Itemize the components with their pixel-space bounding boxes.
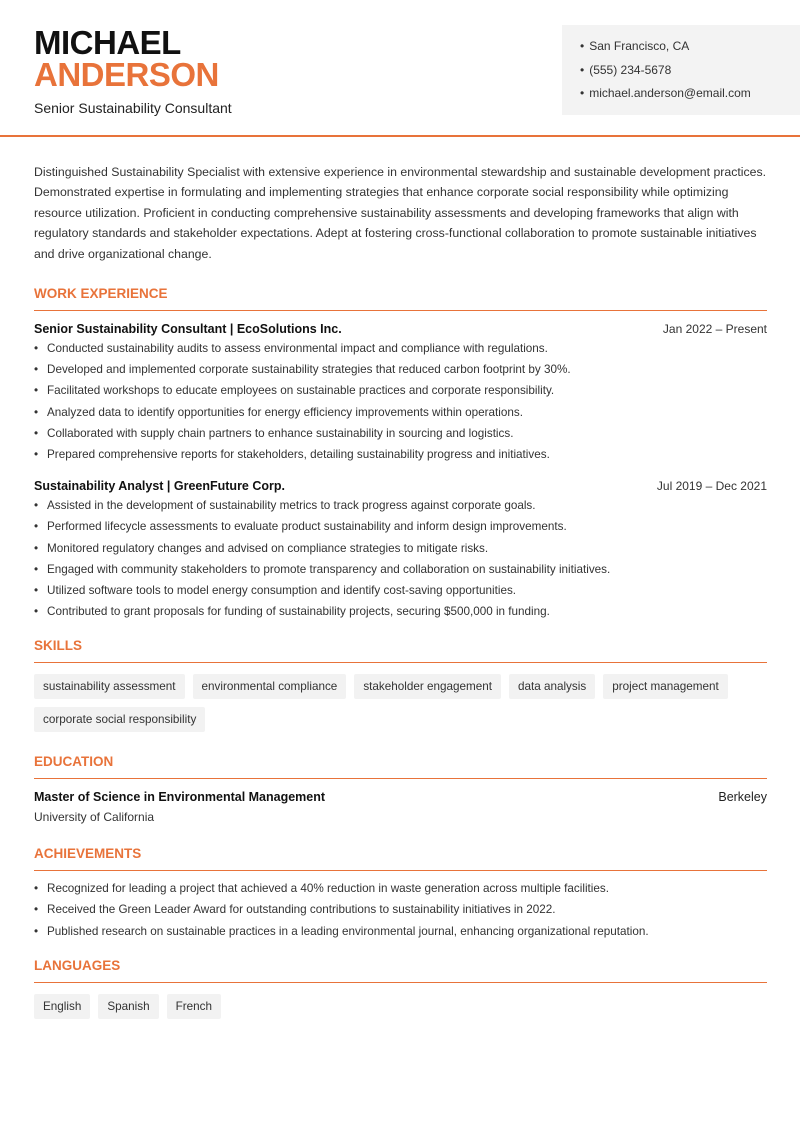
bullet-item: • Developed and implemented corporate sustainability strategies that reduced carbon footprint by 30%.: [34, 363, 767, 384]
job-title: Senior Sustainability Consultant: [34, 100, 232, 116]
achievements-section: [34, 846, 767, 946]
bullet-item: • Analyzed data to identify opportunities for energy efficiency improvements within operations.: [34, 406, 767, 427]
contact-email[interactable]: • michael.anderson@email.com: [580, 86, 800, 110]
contact-phone: • (555) 234-5678: [580, 63, 800, 87]
section-heading: WORK EXPERIENCE: [34, 286, 767, 311]
degree: Master of Science in Environmental Management: [34, 790, 326, 805]
contact-box: [562, 25, 800, 115]
achievement-item: • Published research on sustainable practices in a leading environmental journal, enhancing organizational reputation.: [34, 925, 767, 946]
first-name: MICHAEL: [34, 24, 181, 61]
language-tag: French: [167, 994, 221, 1019]
language-tag: Spanish: [98, 994, 158, 1019]
bullet-item: • Facilitated workshops to educate employees on sustainable practices and corporate responsibility.: [34, 384, 767, 405]
section-heading: LANGUAGES: [34, 958, 767, 983]
skill-tag: data analysis: [509, 674, 595, 699]
bullet-item: • Prepared comprehensive reports for stakeholders, detailing sustainability progress and initiatives.: [34, 448, 767, 469]
resume-header: [0, 0, 800, 137]
bullet-item: • Collaborated with supply chain partners to enhance sustainability in sourcing and logistics.: [34, 427, 767, 448]
bullet-item: • Utilized software tools to model energy consumption and identify cost-saving opportunities.: [34, 584, 767, 605]
education-location: Berkeley: [718, 790, 767, 805]
last-name: ANDERSON: [34, 56, 219, 93]
bullet-item: • Assisted in the development of sustainability metrics to track progress against corporate goals.: [34, 499, 767, 520]
bullet-item: • Engaged with community stakeholders to promote transparency and collaboration on sustainability initiatives.: [34, 563, 767, 584]
skill-tag: environmental compliance: [193, 674, 347, 699]
contact-location: • San Francisco, CA: [580, 39, 800, 63]
job-header: [34, 322, 767, 336]
work-experience-section: [34, 286, 767, 626]
bullet-item: • Performed lifecycle assessments to evaluate product sustainability and inform design improvements.: [34, 520, 767, 541]
skill-tag: stakeholder engagement: [354, 674, 501, 699]
skills-section: [34, 638, 767, 732]
section-heading: SKILLS: [34, 638, 767, 663]
bullet-item: • Monitored regulatory changes and advised on compliance strategies to mitigate risks.: [34, 542, 767, 563]
skill-tag: project management: [603, 674, 728, 699]
job-bullets: [34, 499, 767, 626]
section-heading: EDUCATION: [34, 754, 767, 779]
achievement-item: • Recognized for leading a project that achieved a 40% reduction in waste generation across multiple facilities.: [34, 882, 767, 903]
job-title: Senior Sustainability Consultant | EcoSolutions Inc.: [34, 322, 342, 337]
job-header: [34, 479, 767, 493]
achievement-item: • Received the Green Leader Award for outstanding contributions to sustainability initiatives in 2022.: [34, 903, 767, 924]
bullet-item: • Conducted sustainability audits to assess environmental impact and compliance with regulations.: [34, 342, 767, 363]
skill-tag: corporate social responsibility: [34, 707, 205, 732]
job-bullets: [34, 342, 767, 469]
summary: Distinguished Sustainability Specialist with extensive experience in environmental stewardship and sustainable development practices. Demonstrated expertise in formulating and implementing strategies that enhance corporate social responsibility while optimizing resource utilization. Proficient in conducting comprehensive sustainability assessments and developing frameworks that align with regulatory standards and stakeholder expectations. Adept at fostering cross-functional collaboration to promote sustainable initiatives and drive organizational change.: [34, 165, 767, 261]
languages-section: [34, 958, 767, 1019]
section-heading: ACHIEVEMENTS: [34, 846, 767, 871]
language-tag: English: [34, 994, 90, 1019]
job-title: Sustainability Analyst | GreenFuture Corp.: [34, 479, 285, 494]
bullet-item: • Contributed to grant proposals for funding of sustainability projects, securing $500,000 in funding.: [34, 605, 767, 626]
school: University of California: [34, 810, 155, 825]
job-dates: Jul 2019 – Dec 2021: [656, 479, 767, 494]
skill-tag: sustainability assessment: [34, 674, 185, 699]
education-section: [34, 754, 767, 824]
job-dates: Jan 2022 – Present: [662, 322, 767, 337]
